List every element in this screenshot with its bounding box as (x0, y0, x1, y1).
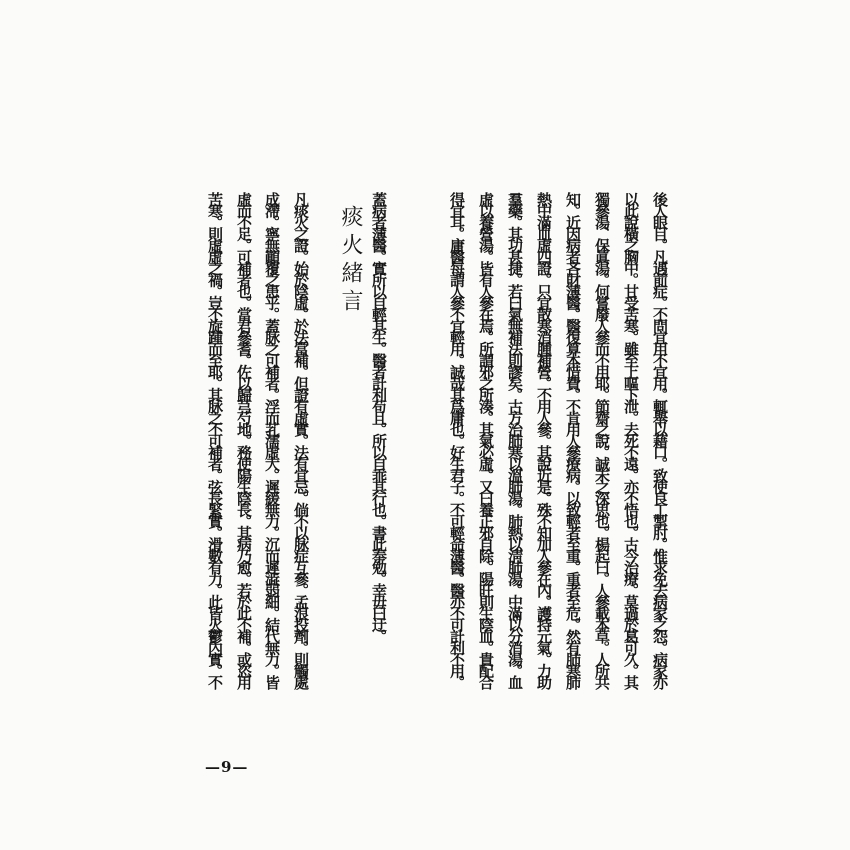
text-column: 虛以養營湯。皆有人參在焉。所謂邪之所湊。其氣必虛。又曰養正邪自除。陽旺則生陰血。貴配合 (477, 192, 495, 687)
text-column: 知。近因病者吝財薄醫。醫復算本惜費。不肯用人參療病。以致輕者至重。重者至危。然有肺寒肺 (564, 192, 582, 687)
text-column: 苦寒。則虛虛之禍。豈不旋踵而至耶。其脉之不可補者。弦長緊實。滑數有力。此皆火鬱內實。不 (206, 192, 224, 687)
page-number: —9— (205, 758, 249, 776)
text-column: 熱中滿血虛四證。只宜散寒消腫補營。不用人參。其說近是。殊不知加人參在內。護持元氣。力助 (535, 192, 553, 687)
text-column: 獨參湯、保眞湯。何嘗廢人參而不用耶。節齋之說。誠未之深思也。楊起曰。人參載本草。人所共 (593, 192, 611, 687)
text-column: 凡痰火之證。始於陰虛。於法當補。但證有虛實。法有宜忌。倘不以脉症互參。孟浪投劑。則觸處 (292, 192, 310, 687)
section-title: 痰火緒言 (338, 205, 363, 317)
text-column: 羣藥。其功甚捷。若曰氣無補法則謬矣。古方治肺寒以溫肺湯。肺熱以淸肺湯。中滿以分消湯。血 (506, 192, 524, 687)
text-column: 後人眼目。凡遇前症。不問宜用不宜用。輒舉以藉口。致使良工掣肘。惟求免去病家之怨。病家亦 (651, 192, 669, 687)
text-column: 蓋病者薄醫。實所以自輕其生。醫者計利苟且。所以自乖其行也。書此奉勉。幸毋曰迂。 (370, 192, 388, 641)
text-column: 成滯。寧無顚覆之患乎。蓋脉之可補者。浮而芤濡虛大。遲緩無力。沉而遲澁弱細。結代無力。皆 (263, 192, 281, 687)
text-column: 以此說橫之胸中。甘受苦寒。雖至上嘔下泄。去死不遠。亦不悟也。古今治療。莫過於葛可久。其 (622, 192, 640, 687)
text-column: 得宜耳。庸醫每謂人參不宜輕用。誠哉其爲庸也。好生君子。不可輕命薄醫。醫亦不可計利不用。 (448, 192, 466, 687)
text-column: 虛而不足。可補者也。當君參耆。佐以歸芎芍地。務使陽生陰長。其病乃愈。若於此不補。或恣用 (235, 192, 253, 687)
